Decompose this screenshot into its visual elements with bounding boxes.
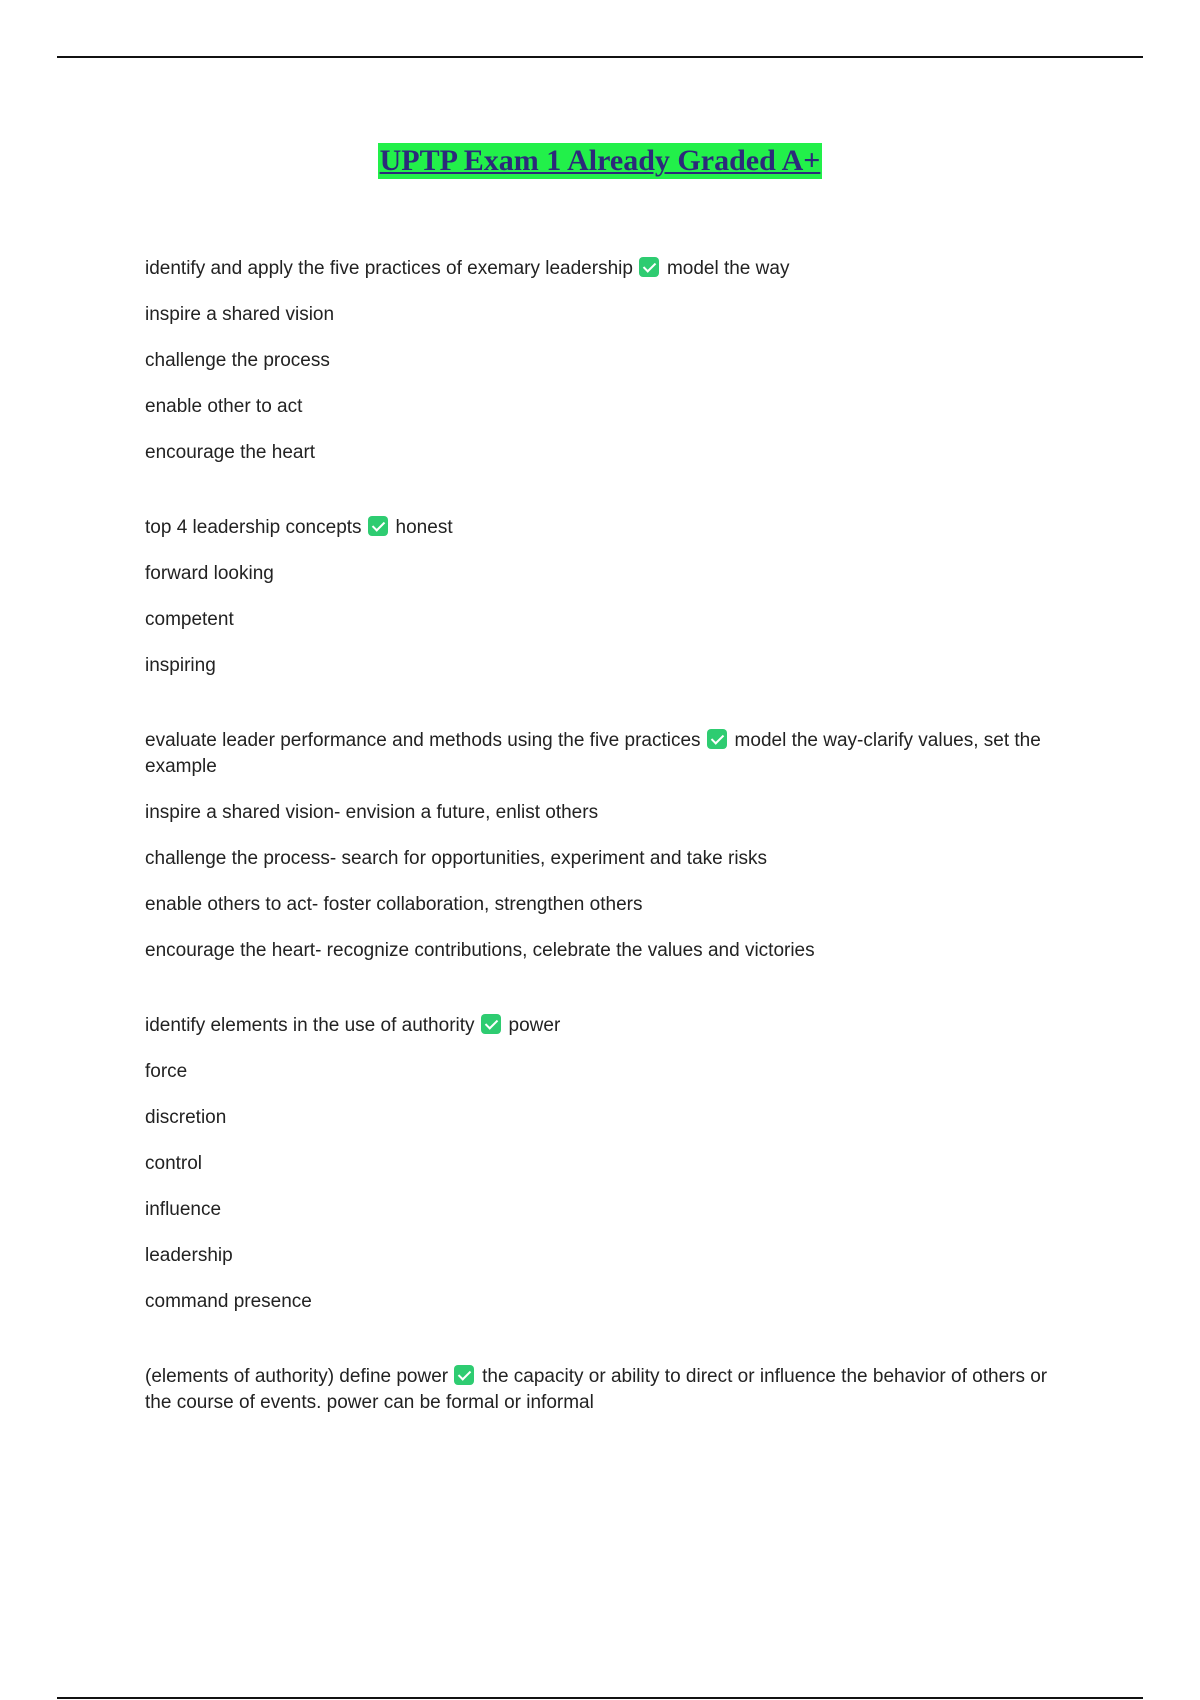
- answer-line: influence: [145, 1199, 222, 1220]
- checkmark-icon: [707, 729, 727, 749]
- question-line: [145, 1364, 1065, 1416]
- footer-rule: [57, 1697, 1143, 1699]
- answer-line: force: [145, 1061, 188, 1082]
- answer-text: model the way-clarify values, set the example: [145, 730, 1041, 777]
- checkmark-icon: [639, 257, 659, 277]
- answer-line: enable others to act- foster collaboration, strengthen others: [145, 894, 643, 915]
- answer-line: encourage the heart- recognize contributions, celebrate the values and victories: [145, 940, 815, 961]
- header-rule: [57, 56, 1143, 58]
- qa-item: [145, 1364, 1065, 1416]
- answer-line: challenge the process: [145, 350, 330, 371]
- answer-line: challenge the process- search for opportunities, experiment and take risks: [145, 848, 768, 869]
- question-line: [145, 256, 1065, 282]
- question-text: identify elements in the use of authority: [145, 1015, 475, 1036]
- qa-list: [145, 256, 1065, 1416]
- question-line: [145, 728, 1065, 780]
- answer-line: encourage the heart: [145, 442, 316, 463]
- answer-line: competent: [145, 609, 234, 630]
- question-line: [145, 515, 1065, 541]
- title-container: [0, 143, 1200, 179]
- answer-text: model the way: [666, 258, 790, 279]
- qa-item: [145, 515, 1065, 679]
- answer-text: the capacity or ability to direct or influence the behavior of others or the course of events. power can be formal or informal: [145, 1366, 1048, 1413]
- answer-line: enable other to act: [145, 396, 303, 417]
- answer-text: honest: [395, 517, 453, 538]
- checkmark-icon: [368, 516, 388, 536]
- question-text: identify and apply the five practices of exemary leadership: [145, 258, 633, 279]
- answer-line: leadership: [145, 1245, 233, 1266]
- question-text: evaluate leader performance and methods using the five practices: [145, 730, 701, 751]
- checkmark-icon: [481, 1014, 501, 1034]
- document-title: UPTP Exam 1 Already Graded A+: [379, 144, 821, 177]
- question-text: top 4 leadership concepts: [145, 517, 362, 538]
- answer-line: inspiring: [145, 655, 216, 676]
- question-line: [145, 1013, 1065, 1039]
- answer-line: command presence: [145, 1291, 312, 1312]
- answer-line: inspire a shared vision- envision a future, enlist others: [145, 802, 599, 823]
- qa-item: [145, 728, 1065, 964]
- answer-line: forward looking: [145, 563, 274, 584]
- answer-line: control: [145, 1153, 203, 1174]
- question-text: (elements of authority) define power: [145, 1366, 449, 1387]
- answer-line: inspire a shared vision: [145, 304, 335, 325]
- qa-item: [145, 256, 1065, 466]
- qa-item: [145, 1013, 1065, 1315]
- answer-text: power: [508, 1015, 561, 1036]
- checkmark-icon: [454, 1365, 474, 1385]
- answer-line: discretion: [145, 1107, 227, 1128]
